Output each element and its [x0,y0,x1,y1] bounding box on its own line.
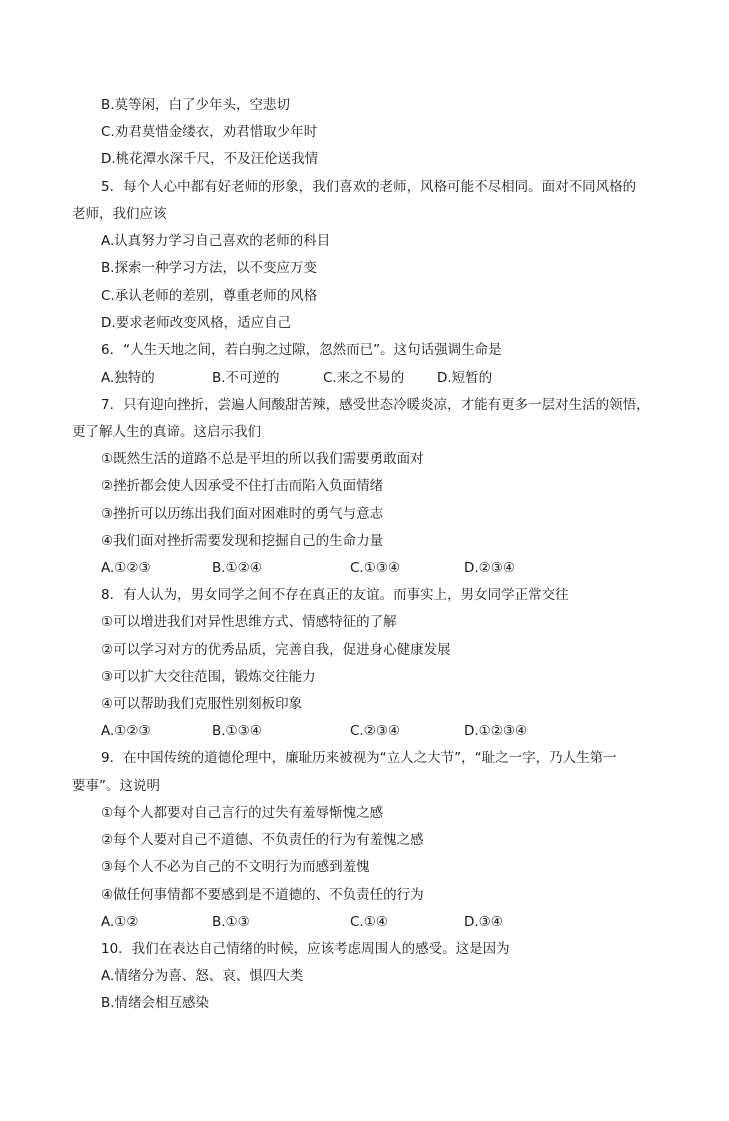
q7-stem-line1: 7．只有迎向挫折，尝遍人间酸甜苦辣，感受世态冷暖炎凉，才能有更多一层对生活的领悟， [101,397,650,413]
q7-statement-4: ④我们面对挫折需要发现和挖掘自己的生命力量 [101,533,384,549]
q9-stem-line1: 9．在中国传统的道德伦理中，廉耻历来被视为“立人之大节”，“耻之一字，乃人生第一 [101,750,617,766]
q6-option-a: A.独特的 [101,370,155,386]
q4-option-d: D.桃花潭水深千尺，不及汪伦送我情 [101,151,319,167]
q8-option-d: D.①②③④ [464,723,528,739]
q5-option-b: B.探索一种学习方法，以不变应万变 [101,260,318,276]
q10-stem: 10．我们在表达自己情绪的时候，应该考虑周围人的感受。这是因为 [101,941,510,957]
q8-options [0,722,729,740]
q8-statement-4: ④可以帮助我们克服性别刻板印象 [101,696,303,712]
q9-statement-4: ④做任何事情都不要感到是不道德的、不负责任的行为 [101,887,424,903]
q9-statement-2: ②每个人要对自己不道德、不负责任的行为有羞愧之感 [101,832,424,848]
q7-statement-3: ③挫折可以历练出我们面对困难时的勇气与意志 [101,506,384,522]
q7-option-a: A.①②③ [101,560,151,576]
q8-statement-3: ③可以扩大交往范围，锻炼交往能力 [101,669,316,685]
q6-options [0,369,729,387]
q10-option-b: B.情绪会相互感染 [101,995,210,1011]
q5-option-c: C.承认老师的差别，尊重老师的风格 [101,288,318,304]
q9-statement-3: ③每个人不必为自己的不文明行为而感到羞愧 [101,859,370,875]
q7-option-c: C.①③④ [350,560,401,576]
q7-statement-2: ②挫折都会使人因承受不住打击而陷入负面情绪 [101,478,384,494]
q5-option-a: A.认真努力学习自己喜欢的老师的科目 [101,233,331,249]
q8-option-a: A.①②③ [101,723,151,739]
q8-statement-2: ②可以学习对方的优秀品质，完善自我，促进身心健康发展 [101,642,451,658]
q4-option-b: B.莫等闲，白了少年头，空悲切 [101,97,291,113]
q5-stem-line2: 老师，我们应该 [72,206,167,222]
q6-option-d: D.短暂的 [437,370,493,386]
q5-stem-line1: 5．每个人心中都有好老师的形象，我们喜欢的老师，风格可能不尽相同。面对不同风格的 [101,179,637,195]
q6-option-b: B.不可逆的 [212,370,280,386]
q9-option-c: C.①④ [350,914,388,930]
q8-stem: 8．有人认为，男女同学之间不存在真正的友谊。而事实上，男女同学正常交往 [101,587,569,603]
q7-statement-1: ①既然生活的道路不总是平坦的所以我们需要勇敢面对 [101,451,424,467]
q9-options [0,913,729,931]
q6-stem: 6．“人生天地之间，若白驹之过隙，忽然而已”。这句话强调生命是 [101,342,502,358]
q9-stem-line2: 要事”。这说明 [72,778,160,794]
q9-option-b: B.①③ [212,914,250,930]
q7-option-d: D.②③④ [464,560,515,576]
q9-statement-1: ①每个人都要对自己言行的过失有羞辱惭愧之感 [101,805,384,821]
q6-option-c: C.来之不易的 [323,370,405,386]
q10-option-a: A.情绪分为喜、怒、哀、惧四大类 [101,968,304,984]
q7-option-b: B.①②④ [212,560,262,576]
q8-option-c: C.②③④ [350,723,401,739]
q8-option-b: B.①③④ [212,723,262,739]
q9-option-d: D.③④ [464,914,503,930]
q9-option-a: A.①② [101,914,139,930]
q5-option-d: D.要求老师改变风格，适应自己 [101,315,292,331]
q4-option-c: C.劝君莫惜金缕衣，劝君惜取少年时 [101,124,318,140]
q7-stem-line2: 更了解人生的真谛。这启示我们 [72,424,261,440]
q7-options [0,559,729,577]
q8-statement-1: ①可以增进我们对异性思维方式、情感特征的了解 [101,614,397,630]
